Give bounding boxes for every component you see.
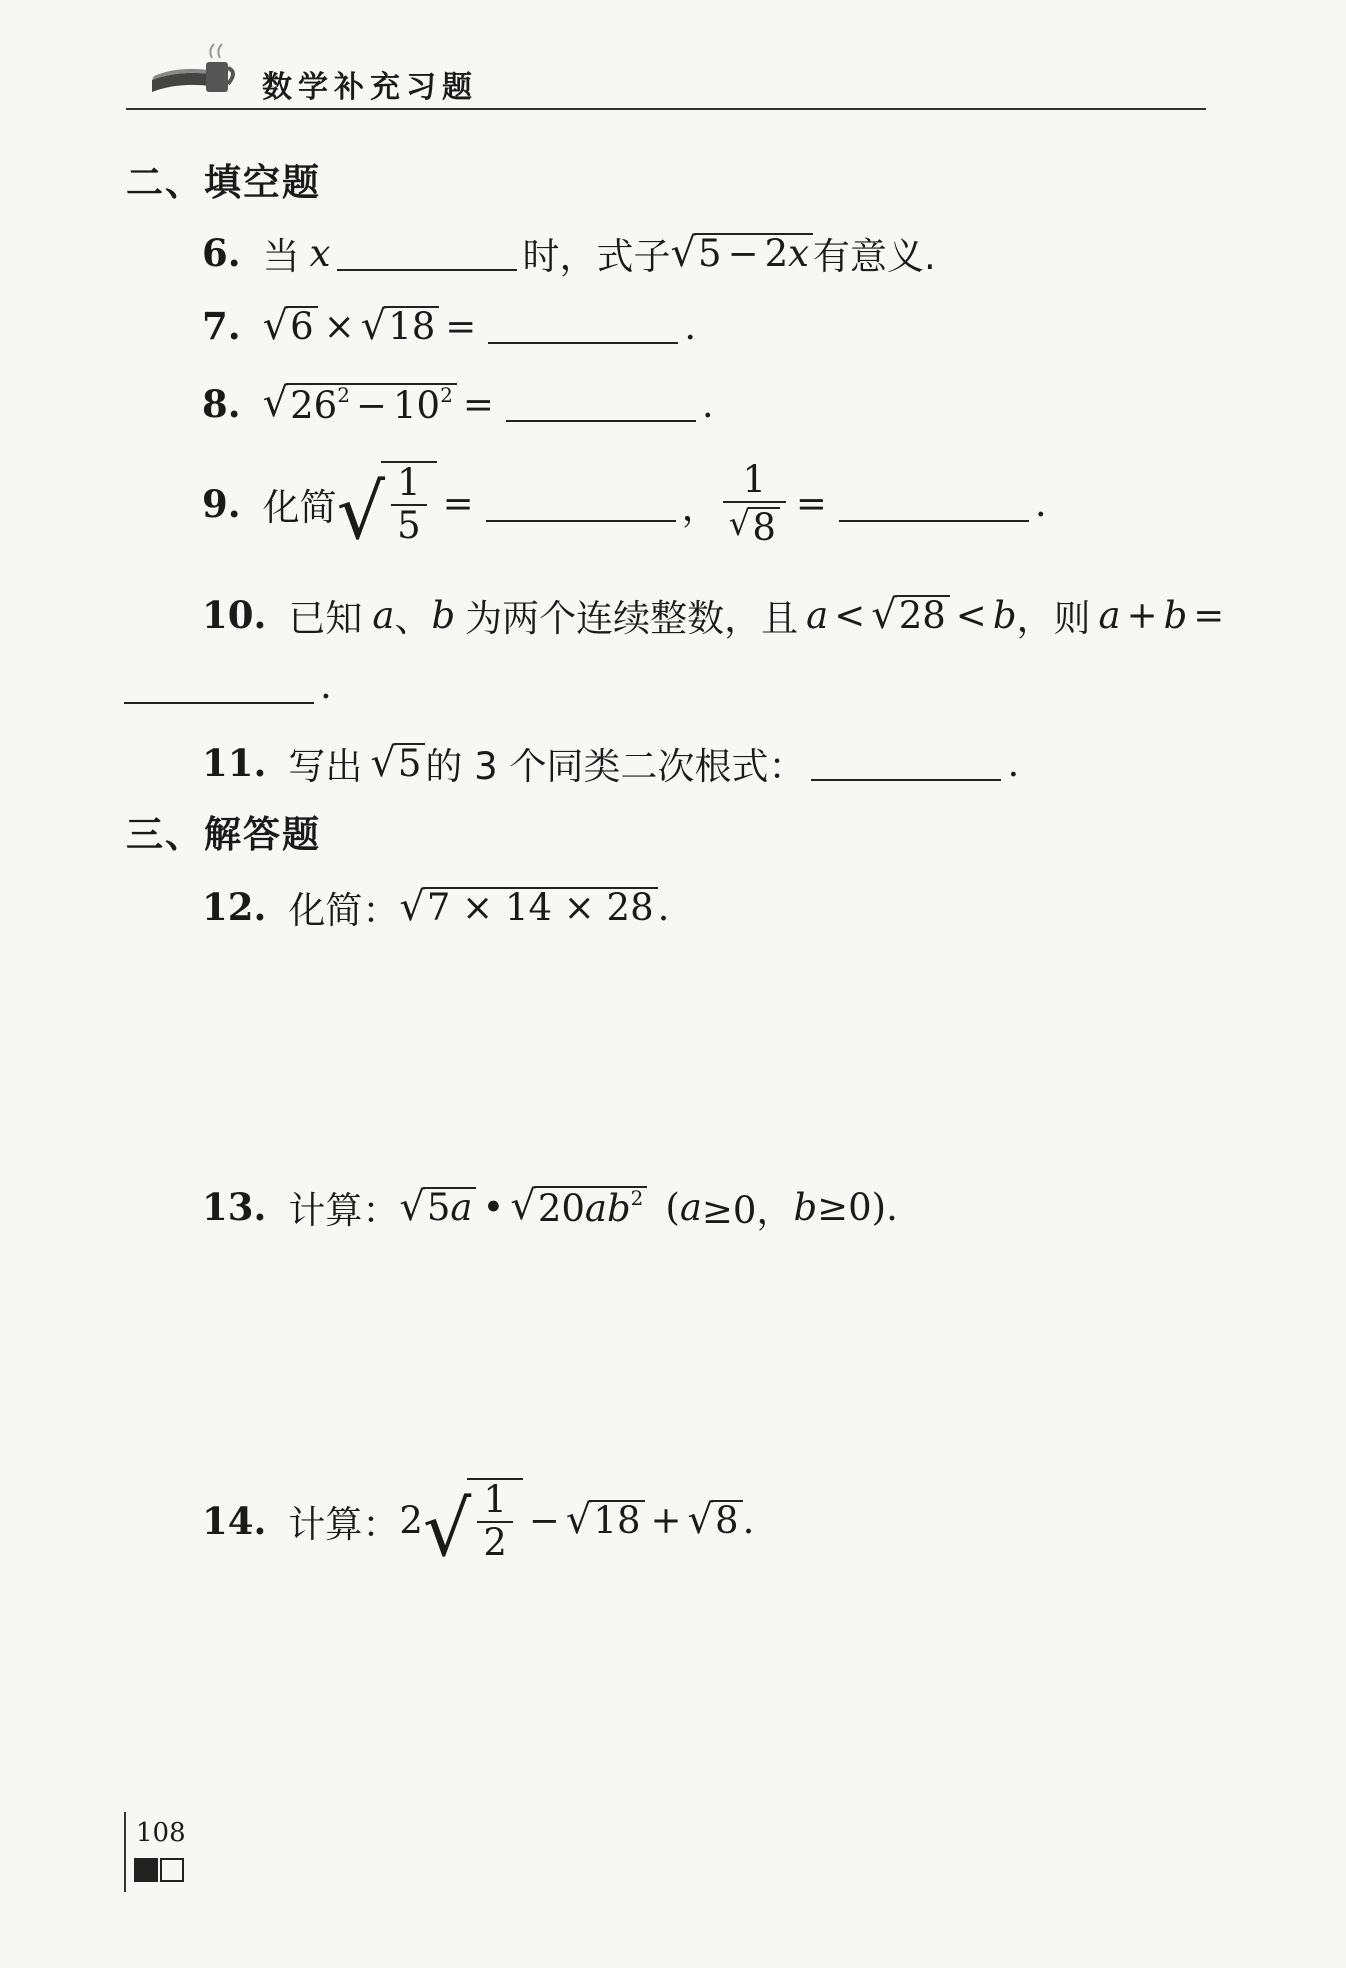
radical: √ 6 — [263, 306, 318, 347]
text: 有意义. — [813, 235, 936, 278]
problem-number: 14. — [202, 1498, 267, 1543]
sqrt-icon: √ — [565, 1497, 592, 1544]
radical: √ 5 — [370, 743, 425, 784]
radical: √ 5a — [399, 1187, 476, 1228]
times-sign: × — [323, 304, 355, 348]
answer-blank[interactable] — [486, 486, 676, 522]
answer-blank[interactable] — [337, 235, 517, 271]
radical: √ 8 — [688, 1500, 743, 1541]
problem-number: 13. — [202, 1185, 267, 1229]
radical: √ $26^2 - 10^2$ — [263, 383, 457, 426]
sqrt-icon: √ — [262, 379, 289, 426]
section-fill-title: 二、填空题 — [126, 161, 321, 204]
problem-7: 7. √ 6 × √ 18 = . — [202, 302, 697, 349]
text: 时，式子 — [522, 235, 671, 278]
radical: √ 18 — [361, 306, 440, 347]
problem-number: 10. — [202, 593, 267, 637]
sqrt-icon: √ — [262, 302, 289, 349]
problem-13: 13. 计算： √ 5a • √ $20ab^2$ ( a ≥0， b ≥0). — [202, 1182, 898, 1232]
section-solve-title: 三、解答题 — [126, 813, 321, 856]
var-x: x — [309, 231, 331, 275]
header-title: 数学补充习题 — [262, 70, 478, 105]
radical: √ 28 — [871, 595, 950, 636]
book-cup-logo-icon — [148, 40, 238, 102]
page-number: 108 — [136, 1818, 186, 1848]
header-rule — [126, 108, 1206, 110]
problem-number: 7. — [202, 304, 241, 348]
radical-fraction: √ $\frac{1}{2}$ — [423, 1478, 523, 1563]
radical: √ 7 × 14 × 28 — [399, 887, 657, 928]
page-number-bar — [124, 1812, 126, 1892]
problem-12: 12. 化简： √ 7 × 14 × 28 . — [202, 883, 670, 932]
radical-fraction: √ $\frac{1}{5}$ — [337, 461, 437, 546]
sqrt-icon: √ — [336, 467, 386, 557]
problem-number: 12. — [202, 885, 267, 929]
problem-14: 14. 计算： 2 √ $\frac{1}{2}$ − √ 18 + √ 8 . — [202, 1478, 755, 1573]
problem-8: 8. √ $26^2 - 10^2$ = . — [202, 379, 714, 427]
sqrt-icon: √ — [399, 883, 425, 930]
sqrt-icon: √ — [360, 302, 387, 349]
fraction: 1 √ 8 — [723, 460, 786, 548]
equals-sign: = — [445, 304, 477, 348]
problem-10-answer-line: . — [124, 664, 332, 707]
answer-blank[interactable] — [839, 486, 1029, 522]
radical: √ 5 − 2x — [671, 233, 813, 274]
problem-11: 11. 写出 √ 5 的 3 个同类二次根式： . — [202, 739, 1020, 788]
answer-blank[interactable] — [124, 668, 314, 704]
sqrt-icon: √ — [670, 229, 697, 276]
radical: √ $20ab^2$ — [510, 1186, 647, 1229]
text: 化简 — [262, 485, 337, 529]
sqrt-icon: √ — [728, 503, 751, 544]
problem-10: 10. 已知 a 、 b 为两个连续整数，且 a < √ 28 < b ，则 a + b = — [202, 591, 1225, 640]
sqrt-icon: √ — [370, 739, 396, 786]
sqrt-icon: √ — [422, 1483, 472, 1573]
problem-6 — [202, 226, 936, 280]
answer-blank[interactable] — [488, 308, 678, 344]
answer-blank[interactable] — [811, 745, 1001, 781]
problem-9: 9. 化简 √ $\frac{1}{5}$ = ， 1 √ 8 = . — [202, 458, 1047, 557]
problem-number: 8. — [202, 382, 241, 426]
sqrt-icon: √ — [399, 1183, 425, 1230]
problem-number: 9. — [202, 481, 241, 526]
problem-number: 6. — [202, 231, 241, 275]
empty-square-icon — [160, 1858, 184, 1882]
problem-number: 11. — [202, 741, 267, 785]
sqrt-icon: √ — [687, 1497, 714, 1544]
text: 当 — [262, 235, 300, 278]
sqrt-icon: √ — [510, 1182, 536, 1229]
radical: √ 18 — [566, 1500, 645, 1541]
equals-sign: = — [462, 382, 494, 426]
sqrt-icon: √ — [871, 591, 897, 638]
answer-blank[interactable] — [506, 386, 696, 422]
filled-square-icon — [134, 1858, 158, 1882]
